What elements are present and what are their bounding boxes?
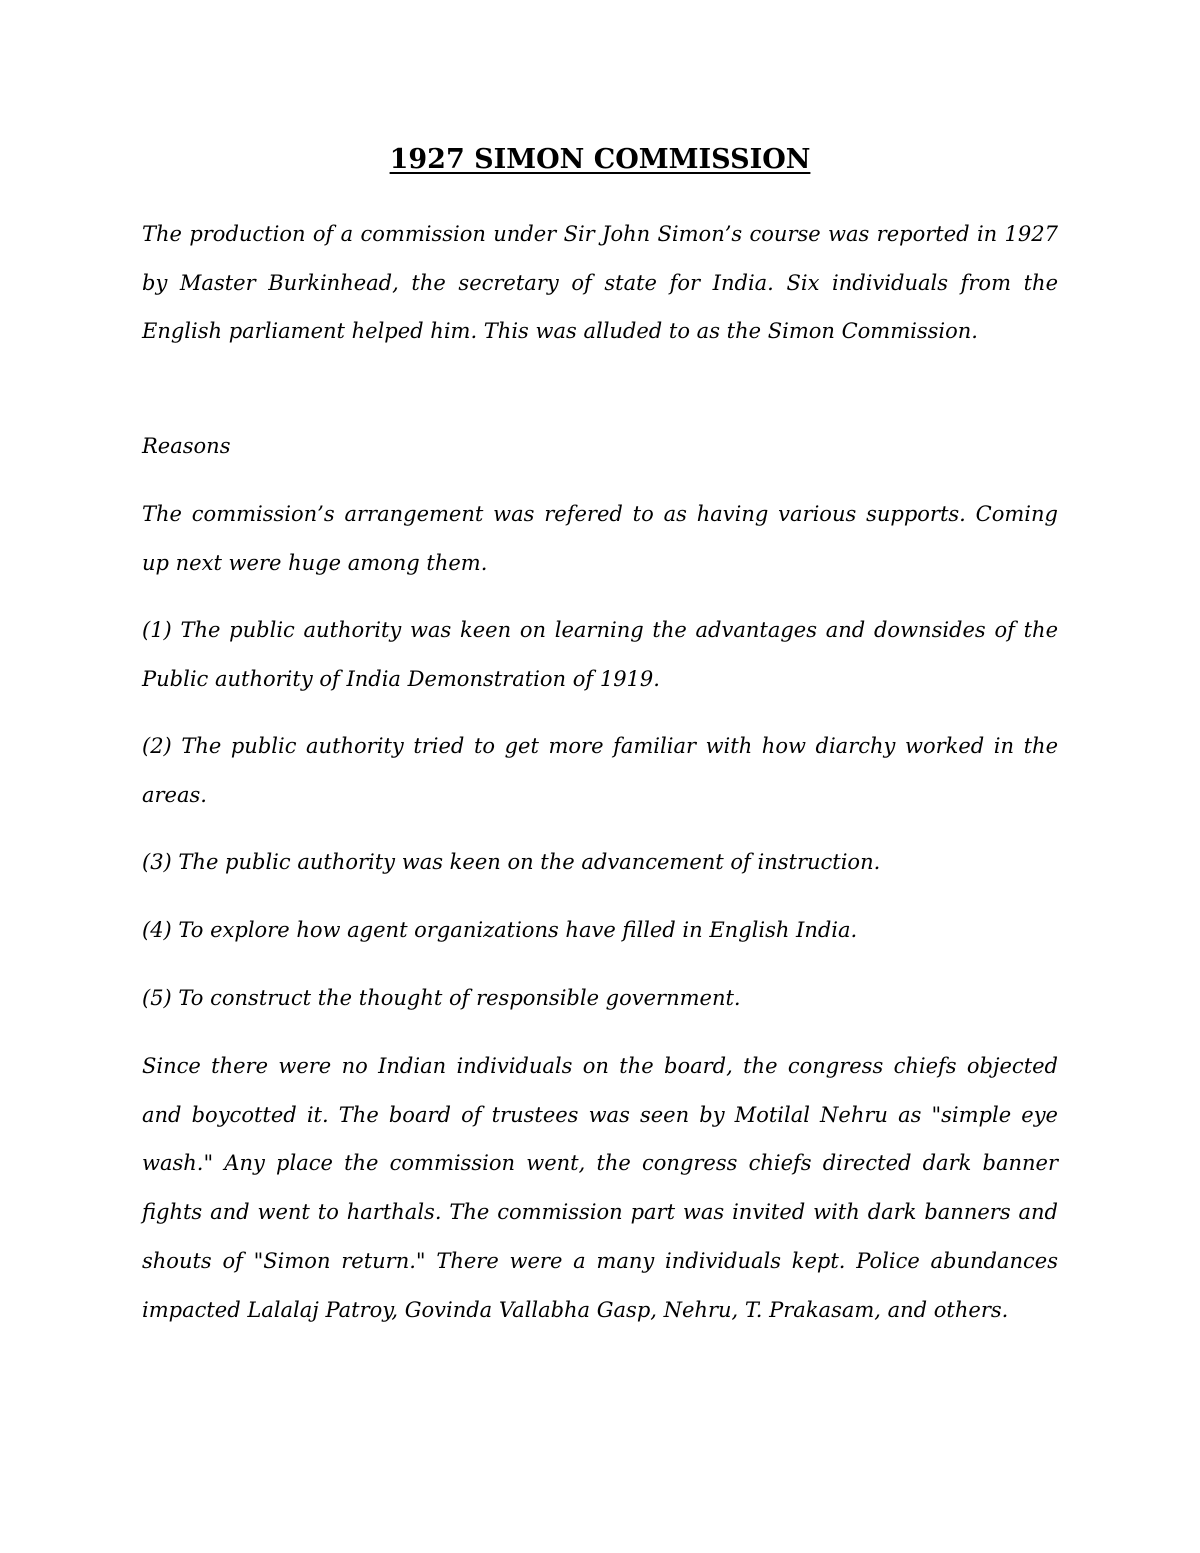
- conclusion-paragraph: Since there were no Indian individuals on the board, the congress chiefs objected and boycotted it. The board of trustees was seen by Motilal Nehru as "simple eye wash." Any place the commission went, the congress chiefs directed dark banner fights and went to harthals. The commission part was invited with dark banners and shouts of "Simon return." There were a many individuals kept. Police abundances impacted Lalalaj Patroy, Govinda Vallabha Gasp, Nehru, T. Prakasam, and others.: [142, 1054, 1058, 1322]
- intro-paragraph: The production of a commission under Sir John Simon’s course was reported in 1927 by Master Burkinhead, the secretary of state for India. Six individuals from the English parliament helped him. This was alluded to as the Simon Commission.: [142, 222, 1058, 344]
- reasons-heading: Reasons: [142, 434, 231, 458]
- page-title: 1927 SIMON COMMISSION: [389, 144, 811, 175]
- reasons-intro-paragraph: The commission’s arrangement was refered to as having various supports. Coming up next were huge among them.: [142, 502, 1058, 575]
- reason-item-2: (2) The public authority tried to get more familiar with how diarchy worked in the areas.: [142, 734, 1058, 807]
- reason-item-3: (3) The public authority was keen on the advancement of instruction.: [142, 850, 881, 874]
- reason-item-5: (5) To construct the thought of responsible government.: [142, 986, 741, 1010]
- reason-item-4: (4) To explore how agent organizations have filled in English India.: [142, 918, 858, 942]
- reason-item-1: (1) The public authority was keen on learning the advantages and downsides of the Public authority of India Demonstration of 1919.: [142, 618, 1058, 691]
